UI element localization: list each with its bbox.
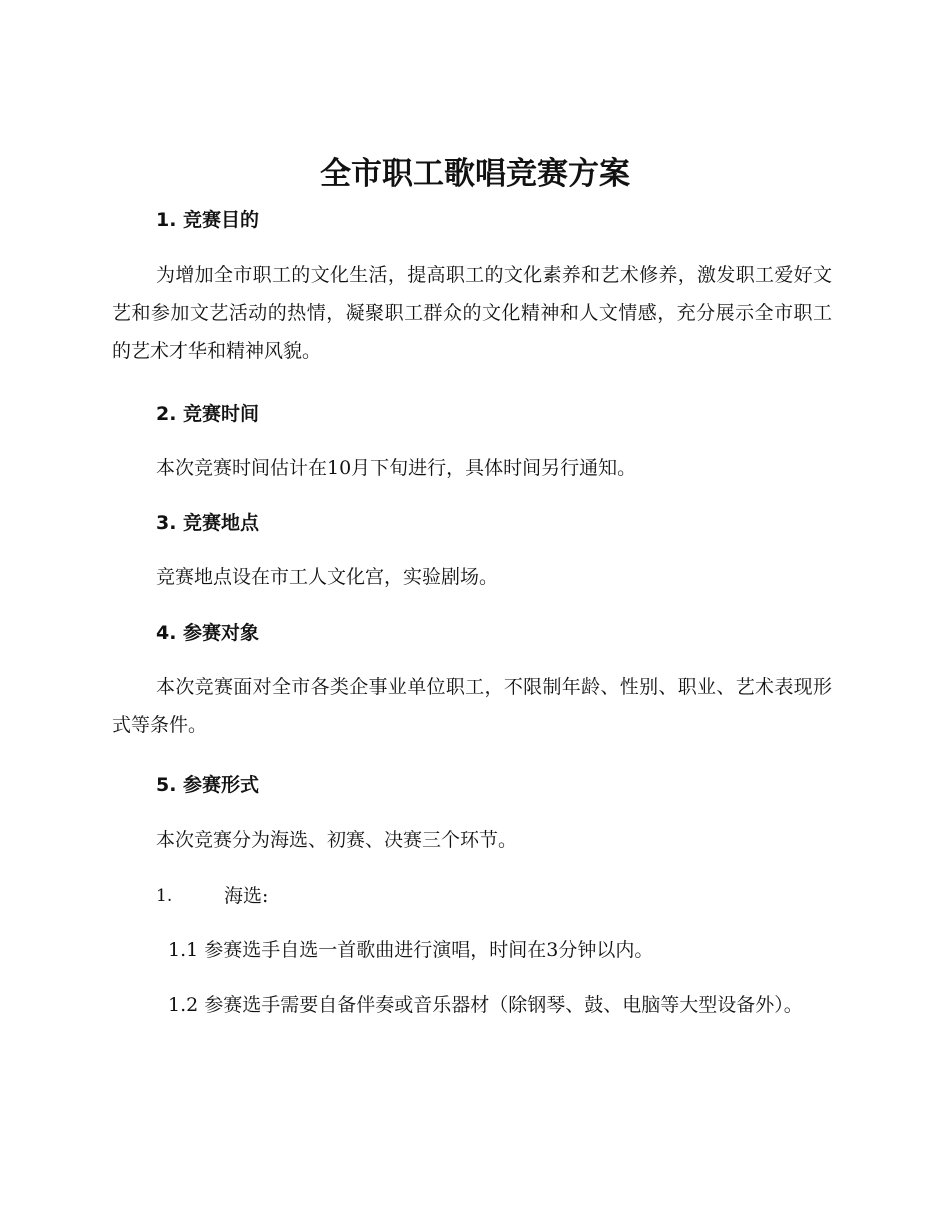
list-number: 1. [156, 886, 173, 906]
section-body-format: 本次竞赛分为海选、初赛、决赛三个环节。 [156, 829, 518, 851]
section-body-purpose: 为增加全市职工的文化生活，提高职工的文化素养和艺术修养，激发职工爱好文艺和参加文艺活动的热情，凝聚职工群众的文化精神和人文情感，充分展示全市职工的艺术才华和精神风貌。 [112, 264, 832, 362]
list-item: 1.2 参赛选手需要自备伴奏或音乐器材（除钢琴、鼓、电脑等大型设备外）。 [168, 994, 803, 1016]
section-heading-venue: 3. 竞赛地点 [156, 512, 260, 534]
section-heading-purpose: 1. 竞赛目的 [156, 209, 260, 231]
section-body-participants: 本次竞赛面对全市各类企事业单位职工，不限制年龄、性别、职业、艺术表现形式等条件。 [112, 676, 832, 736]
section-heading-time: 2. 竞赛时间 [156, 403, 260, 425]
section-body-venue: 竞赛地点设在市工人文化宫，实验剧场。 [156, 566, 499, 588]
section-body-time: 本次竞赛时间估计在10月下旬进行，具体时间另行通知。 [156, 457, 637, 479]
list-label: 海选: [224, 885, 269, 907]
section-heading-participants: 4. 参赛对象 [156, 622, 260, 644]
document-title: 全市职工歌唱竞赛方案 [320, 156, 630, 192]
section-heading-format: 5. 参赛形式 [156, 774, 260, 796]
list-item: 1.1 参赛选手自选一首歌曲进行演唱，时间在3分钟以内。 [168, 939, 654, 961]
